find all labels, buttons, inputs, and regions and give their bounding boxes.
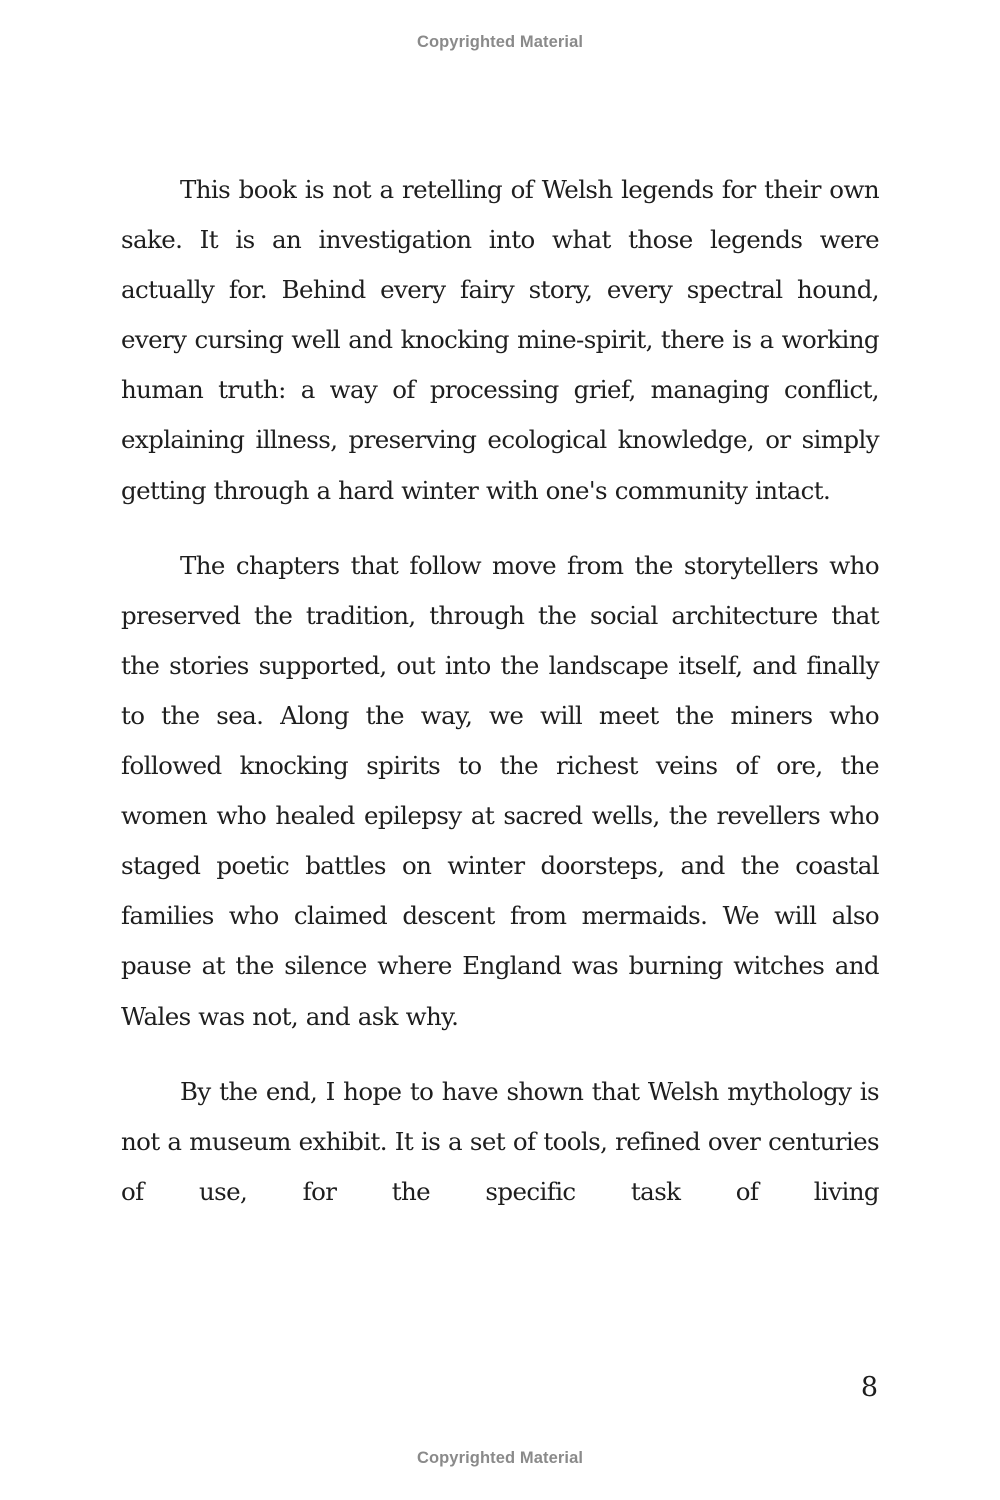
paragraph-1: This book is not a retelling of Welsh legends for their own sake. It is an investigation into what those legends were actually for. Behind every fairy story, every spectral hound, every cursing well and knocking mine-spirit, there is a working human truth: a way of processing grief, managing conflict, explaining illness, preserving ecological knowledge, or simply getting through a hard winter with one's community intact.	[121, 175, 879, 505]
copyright-watermark-top: Copyrighted Material	[416, 33, 584, 51]
body-text	[121, 165, 879, 1242]
copyright-watermark-bottom: Copyrighted Material	[416, 1449, 584, 1467]
paragraph-3: By the end, I hope to have shown that Welsh mythology is not a museum exhibit. It is a set of tools, refined over centuries of use, for the specific task of living	[121, 1076, 879, 1206]
page-number: 8	[860, 1372, 878, 1403]
paragraph-2: The chapters that follow move from the storytellers who preserved the tradition, through the social architecture that the stories supported, out into the landscape itself, and finally to the sea. Along the way, we will meet the miners who followed knocking spirits to the richest veins of ore, the women who healed epilepsy at sacred wells, the revellers who staged poetic battles on winter doorsteps, and the coastal families who claimed descent from mermaids. We will also pause at the silence where England was burning witches and Wales was not, and ask why.	[121, 550, 879, 1031]
